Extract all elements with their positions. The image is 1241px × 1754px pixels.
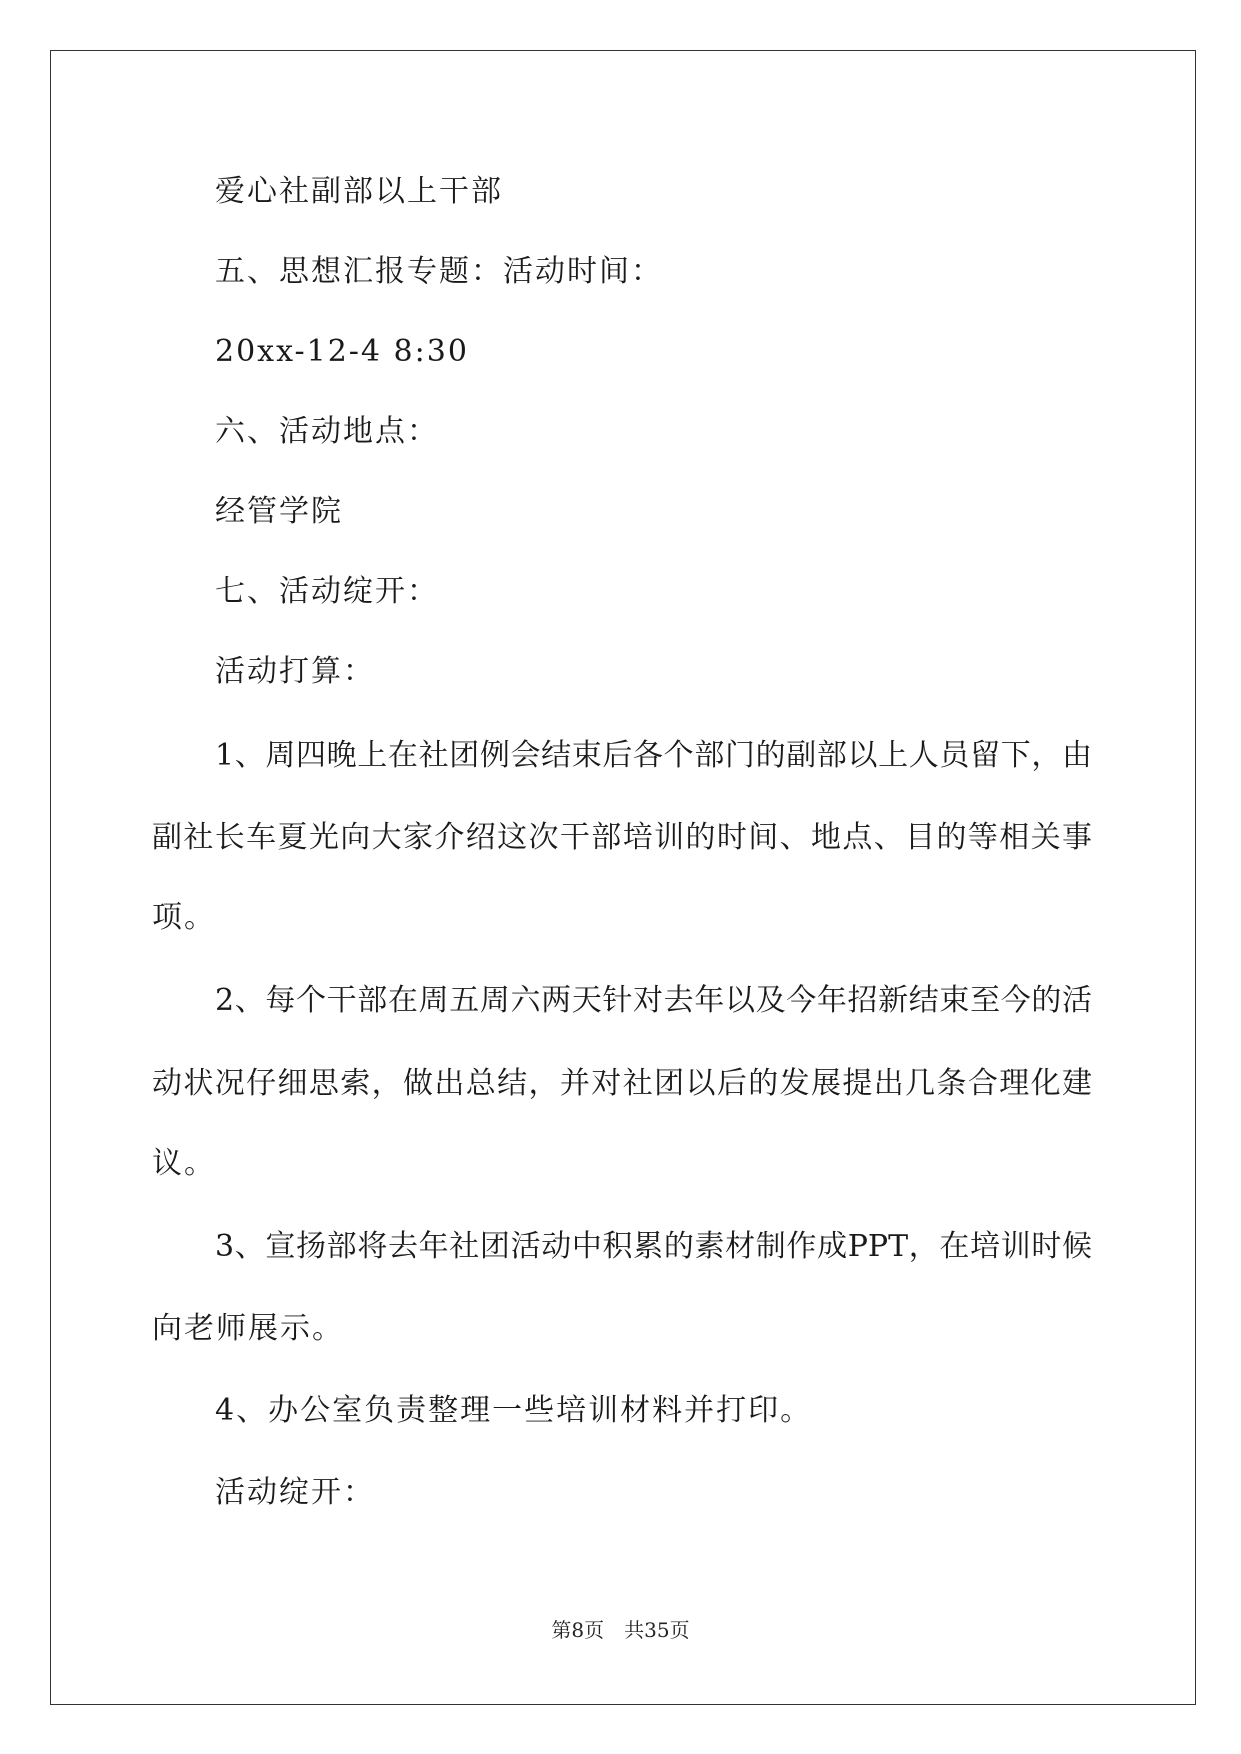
page-border [50,50,1196,1705]
text-line-13: 议。 [152,1146,216,1181]
text-line-1: 爱心社副部以上干部 [215,174,503,209]
text-line-11: 2、每个干部在周五周六两天针对去年以及今年招新结束至今的活 [215,983,1092,1018]
text-line-12: 动状况仔细思索，做出总结，并对社团以后的发展提出几条合理化建 [152,1066,1092,1101]
text-line-16: 4、办公室负责整理一些培训材料并打印。 [215,1393,813,1428]
page-number-footer: 第8页 共35页 [551,1618,690,1642]
text-line-6: 七、活动绽开： [215,574,439,609]
text-line-3: 20xx-12-4 8:30 [215,334,469,369]
text-line-7: 活动打算： [215,654,375,689]
text-line-2: 五、思想汇报专题：活动时间： [215,254,663,289]
text-line-4: 六、活动地点： [215,414,439,449]
text-line-5: 经管学院 [215,494,343,529]
text-line-15: 向老师展示。 [152,1311,344,1346]
text-line-10: 项。 [152,900,216,935]
text-line-8: 1、周四晚上在社团例会结束后各个部门的副部以上人员留下，由 [215,738,1092,773]
text-line-17: 活动绽开： [215,1475,375,1510]
text-line-9: 副社长车夏光向大家介绍这次干部培训的时间、地点、目的等相关事 [152,820,1092,855]
text-line-14: 3、宣扬部将去年社团活动中积累的素材制作成PPT，在培训时候 [215,1229,1092,1264]
